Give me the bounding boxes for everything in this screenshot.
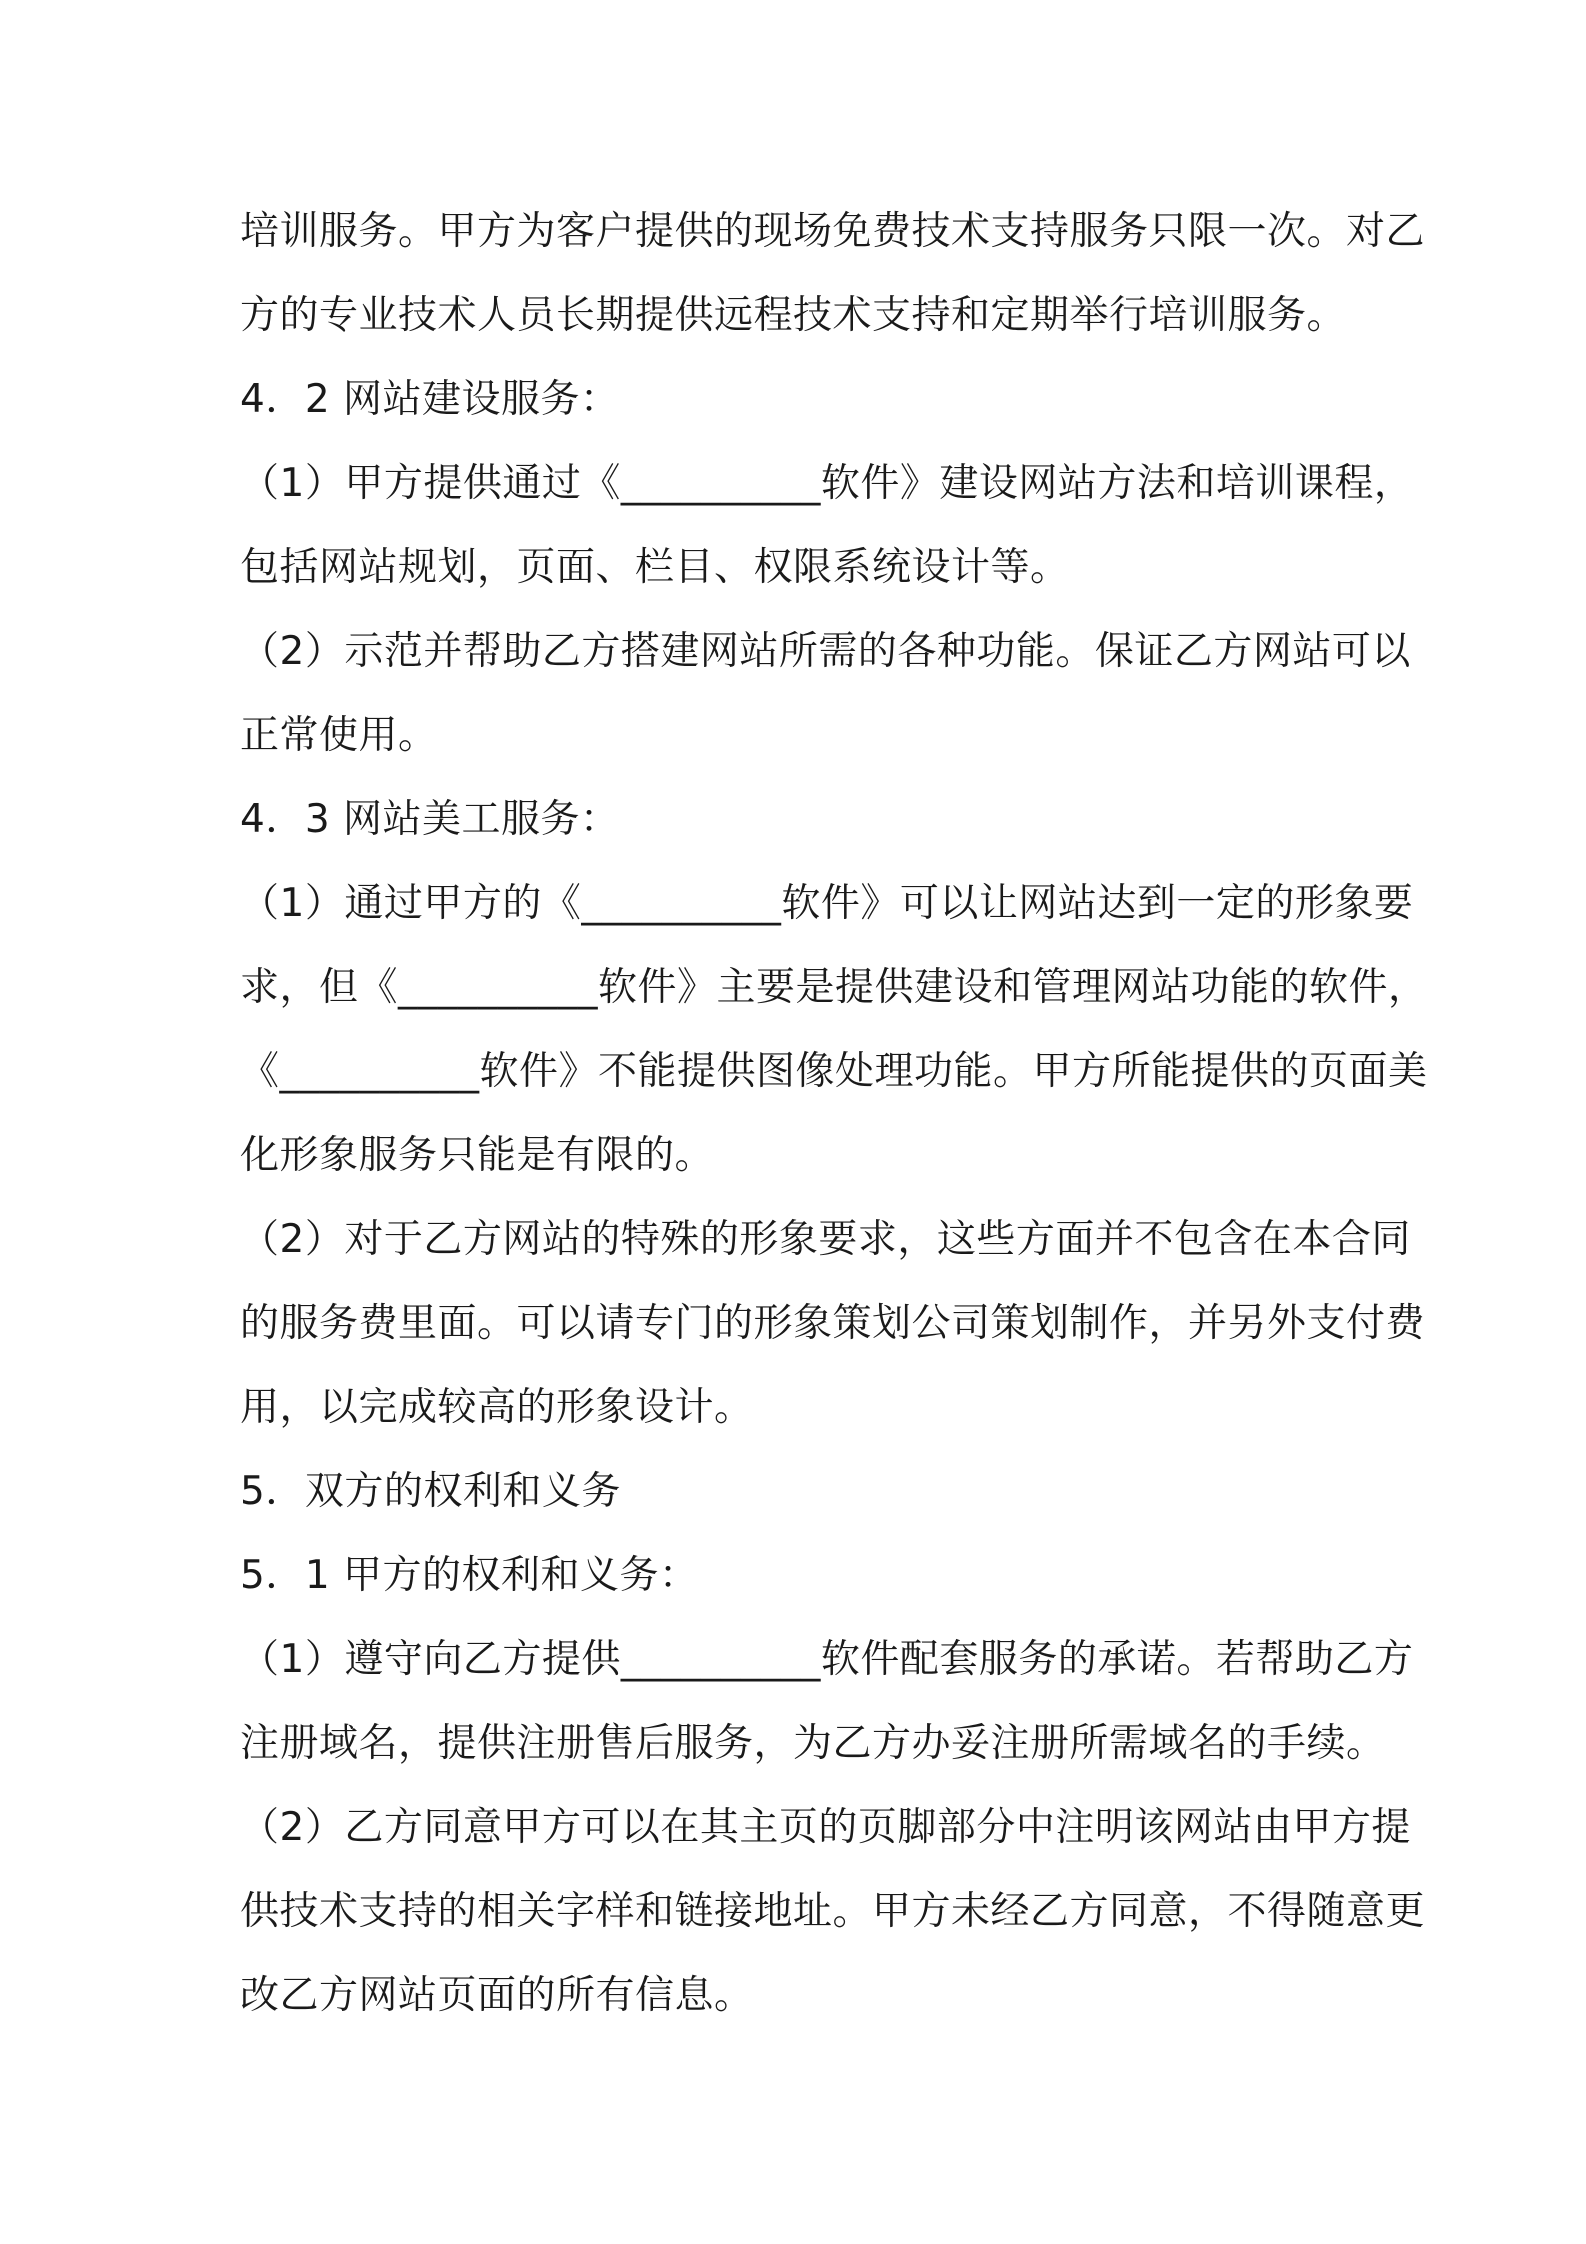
text-line: 改乙方网站页面的所有信息。	[240, 1973, 754, 2018]
text-line: （2）示范并帮助乙方搭建网站所需的各种功能。保证乙方网站可以	[240, 629, 1411, 674]
text-line: 供技术支持的相关字样和链接地址。甲方未经乙方同意，不得随意更	[240, 1889, 1426, 1934]
text-line: （1）甲方提供通过《__________软件》建设网站方法和培训课程，	[240, 461, 1414, 506]
text-line: 的服务费里面。可以请专门的形象策划公司策划制作，并另外支付费	[240, 1301, 1426, 1346]
text-line: 《__________软件》不能提供图像处理功能。甲方所能提供的页面美	[240, 1049, 1428, 1094]
text-line: 培训服务。甲方为客户提供的现场免费技术支持服务只限一次。对乙	[240, 209, 1426, 254]
section-heading: 5．1 甲方的权利和义务：	[240, 1553, 699, 1598]
text-line: 求，但《__________软件》主要是提供建设和管理网站功能的软件，	[240, 965, 1428, 1010]
section-heading: 5．双方的权利和义务	[240, 1469, 621, 1514]
text-line: 注册域名，提供注册售后服务，为乙方办妥注册所需域名的手续。	[240, 1721, 1386, 1766]
text-line: 化形象服务只能是有限的。	[240, 1133, 715, 1178]
text-line: （2）乙方同意甲方可以在其主页的页脚部分中注明该网站由甲方提	[240, 1805, 1411, 1850]
text-line: 正常使用。	[240, 713, 438, 758]
text-line: 用，以完成较高的形象设计。	[240, 1385, 754, 1430]
text-line: 包括网站规划，页面、栏目、权限系统设计等。	[240, 545, 1070, 590]
text-line: （2）对于乙方网站的特殊的形象要求，这些方面并不包含在本合同	[240, 1217, 1411, 1262]
section-heading: 4．2 网站建设服务：	[240, 377, 620, 422]
document-body	[240, 190, 1428, 2038]
text-line: 方的专业技术人员长期提供远程技术支持和定期举行培训服务。	[240, 293, 1347, 338]
text-line: （1）遵守向乙方提供__________软件配套服务的承诺。若帮助乙方	[240, 1637, 1414, 1682]
section-heading: 4．3 网站美工服务：	[240, 797, 620, 842]
text-line: （1）通过甲方的《__________软件》可以让网站达到一定的形象要	[240, 881, 1414, 926]
